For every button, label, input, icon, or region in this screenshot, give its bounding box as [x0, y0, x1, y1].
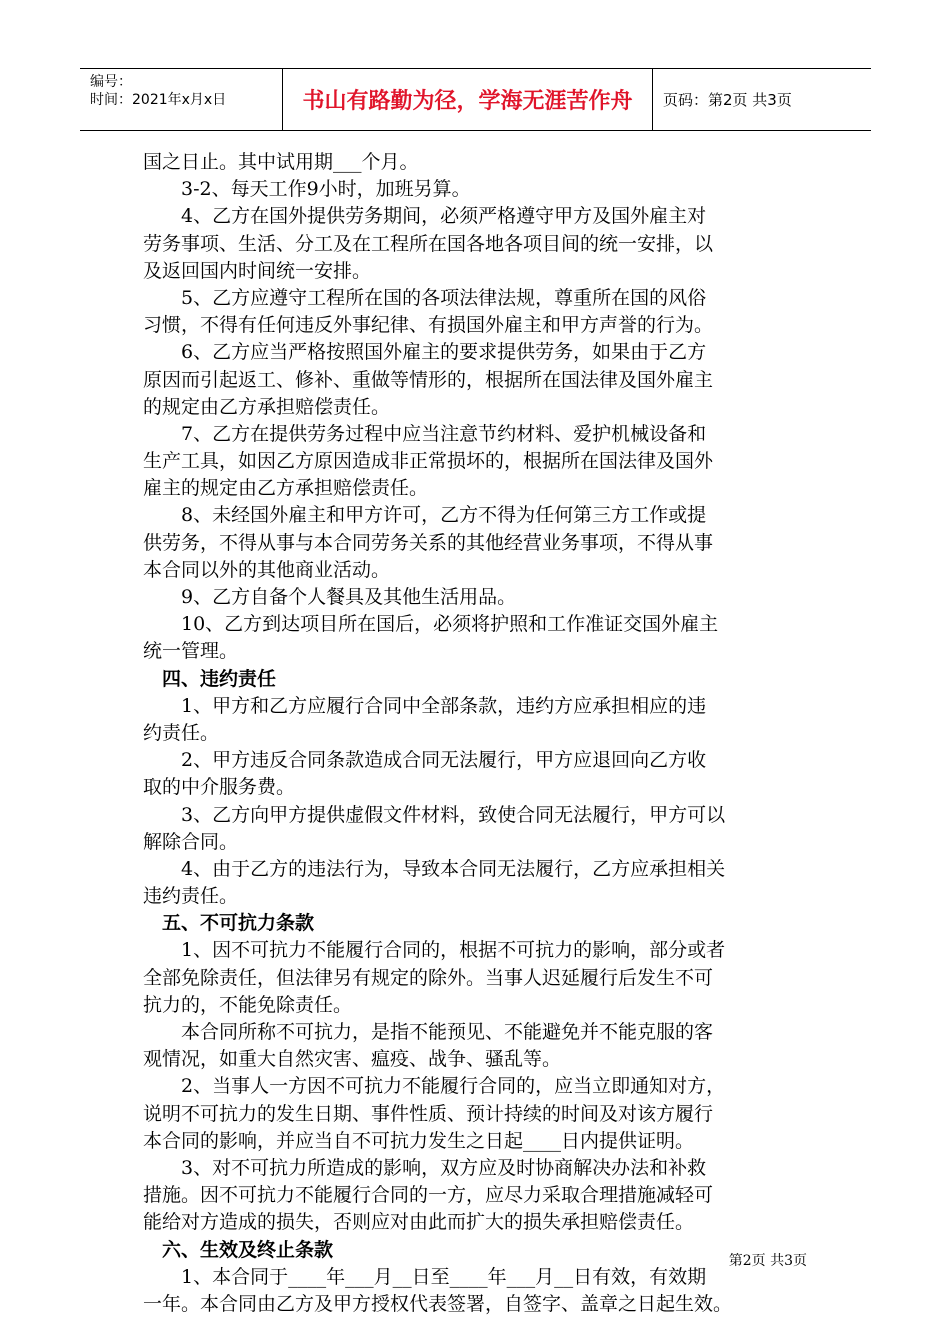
- text-line: 习惯，不得有任何违反外事纪律、有损国外雇主和甲方声誉的行为。: [143, 314, 714, 337]
- text-line: 4、由于乙方的违法行为，导致本合同无法履行，乙方应承担相关: [181, 857, 726, 880]
- text-line: 违约责任。: [143, 885, 239, 908]
- text-line: 7、乙方在提供劳务过程中应当注意节约材料、爱护机械设备和: [181, 422, 707, 445]
- text-line: 全部免除责任，但法律另有规定的除外。当事人迟延履行后发生不可: [143, 966, 714, 989]
- section-heading: 四、违约责任: [162, 667, 277, 690]
- document-date: 时间：2021年x月x日: [90, 92, 227, 108]
- document-body: [143, 149, 809, 1318]
- text-line: 1、本合同于____年___月__日至____年___月__日有效，有效期: [181, 1265, 707, 1288]
- section-heading: 五、不可抗力条款: [162, 912, 315, 935]
- text-line: 4、乙方在国外提供劳务期间，必须严格遵守甲方及国外雇主对: [181, 205, 707, 228]
- text-line: 5、乙方应遵守工程所在国的各项法律法规，尊重所在国的风俗: [181, 286, 707, 309]
- header-meta: [80, 69, 283, 130]
- text-line: 9、乙方自备个人餐具及其他生活用品。: [181, 586, 517, 608]
- text-line: 解除合同。: [143, 830, 239, 853]
- text-line: 国之日止。其中试用期___个月。: [143, 151, 419, 173]
- text-line: 本合同以外的其他商业活动。: [143, 558, 391, 581]
- text-line: 10、乙方到达项目所在国后，必须将护照和工作准证交国外雇主: [181, 613, 719, 636]
- text-line: 抗力的，不能免除责任。: [143, 993, 353, 1016]
- text-line: 供劳务，不得从事与本合同劳务关系的其他经营业务事项，不得从事: [143, 531, 714, 554]
- text-line: 雇主的规定由乙方承担赔偿责任。: [143, 477, 429, 500]
- text-line: 约责任。: [143, 721, 220, 744]
- text-line: 原因而引起返工、修补、重做等情形的，根据所在国法律及国外雇主: [143, 368, 714, 391]
- text-line: 2、当事人一方因不可抗力不能履行合同的，应当立即通知对方，: [181, 1075, 726, 1098]
- text-line: 3、对不可抗力所造成的影响，双方应及时协商解决办法和补救: [181, 1156, 707, 1179]
- text-line: 观情况，如重大自然灾害、瘟疫、战争、骚乱等。: [143, 1048, 562, 1071]
- text-line: 说明不可抗力的发生日期、事件性质、预计持续的时间及对该方履行: [143, 1102, 714, 1125]
- text-line: 1、因不可抗力不能履行合同的，根据不可抗力的影响，部分或者: [181, 939, 726, 962]
- page-footer: 第2页 共3页: [728, 1253, 807, 1269]
- text-line: 一年。本合同由乙方及甲方授权代表签署，自签字、盖章之日起生效。: [143, 1292, 733, 1315]
- document-number-label: 编号：: [90, 74, 132, 90]
- header-motto: 书山有路勤为径，学海无涯苦作舟: [283, 69, 653, 130]
- text-line: 1、甲方和乙方应履行合同中全部条款，违约方应承担相应的违: [181, 694, 707, 717]
- text-line: 8、未经国外雇主和甲方许可，乙方不得为任何第三方工作或提: [181, 504, 707, 527]
- section-heading: 六、生效及终止条款: [162, 1238, 334, 1261]
- text-line: 措施。因不可抗力不能履行合同的一方，应尽力采取合理措施减轻可: [143, 1184, 714, 1207]
- text-line: 取的中介服务费。: [143, 776, 296, 799]
- text-line: 2、甲方违反合同条款造成合同无法履行，甲方应退回向乙方收: [181, 749, 707, 772]
- text-line: 及返回国内时间统一安排。: [143, 259, 372, 282]
- text-line: 3-2、每天工作9小时，加班另算。: [181, 178, 471, 201]
- text-line: 6、乙方应当严格按照国外雇主的要求提供劳务，如果由于乙方: [181, 341, 707, 364]
- page-header: [80, 68, 871, 131]
- text-line: 本合同所称不可抗力，是指不能预见、不能避免并不能克服的客: [181, 1021, 714, 1043]
- text-line: 能给对方造成的损失，否则应对由此而扩大的损失承担赔偿责任。: [143, 1211, 695, 1234]
- text-line: 劳务事项、生活、分工及在工程所在国各地各项目间的统一安排，以: [143, 232, 714, 255]
- text-line: 3、乙方向甲方提供虚假文件材料，致使合同无法履行，甲方可以: [181, 803, 726, 826]
- header-page-info: 页码：第2页 共3页: [663, 91, 792, 109]
- text-line: 生产工具，如因乙方原因造成非正常损坏的，根据所在国法律及国外: [143, 450, 714, 473]
- text-line: 的规定由乙方承担赔偿责任。: [143, 395, 391, 418]
- text-line: 统一管理。: [143, 640, 239, 663]
- text-line: 本合同的影响，并应当自不可抗力发生之日起____日内提供证明。: [143, 1129, 695, 1152]
